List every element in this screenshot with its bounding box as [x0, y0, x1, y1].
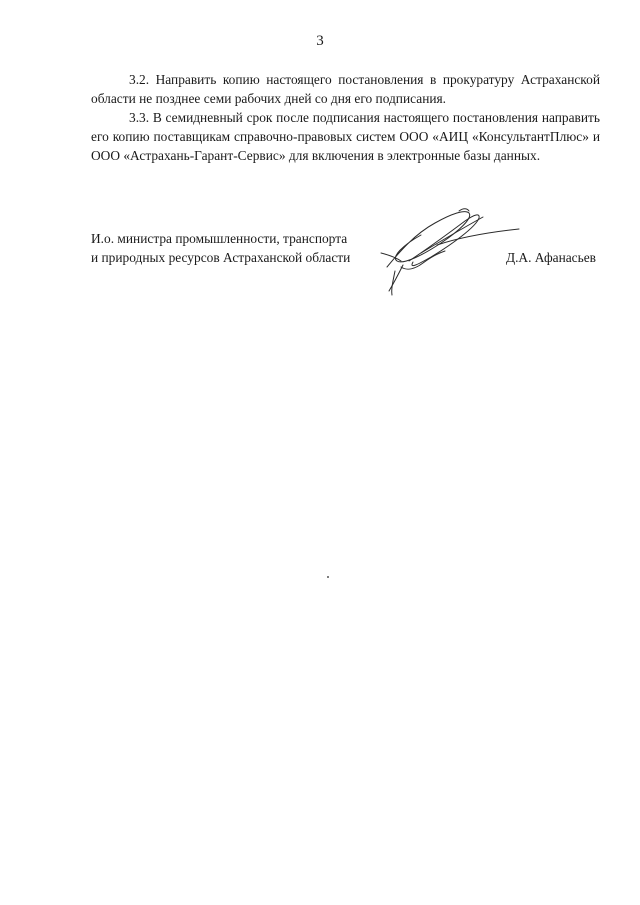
paragraph-3-3: 3.3. В семидневный срок после подписания настоящего постановления направить его копию поставщикам справочно-правовых систем ООО «АИЦ «КонсультантПлюс» и ООО «Астрахань-Гарант-Сервис» для включения в электронные базы данных. — [91, 110, 600, 163]
stray-mark — [327, 576, 329, 578]
signature-block — [91, 229, 600, 299]
signer-name: Д.А. Афанасьев — [505, 250, 596, 265]
signer-title-line2: и природных ресурсов Астраханской области — [91, 250, 351, 265]
signer-title — [91, 229, 350, 267]
page-number: 3 — [316, 33, 324, 49]
signer-title-line1: И.о. министра промышленности, транспорта — [91, 231, 348, 246]
paragraph-3-2: 3.2. Направить копию настоящего постановления в прокуратуру Астраханской области не позднее семи рабочих дней со дня его подписания. — [91, 72, 600, 106]
handwritten-signature — [379, 205, 524, 297]
document-body — [91, 70, 600, 165]
